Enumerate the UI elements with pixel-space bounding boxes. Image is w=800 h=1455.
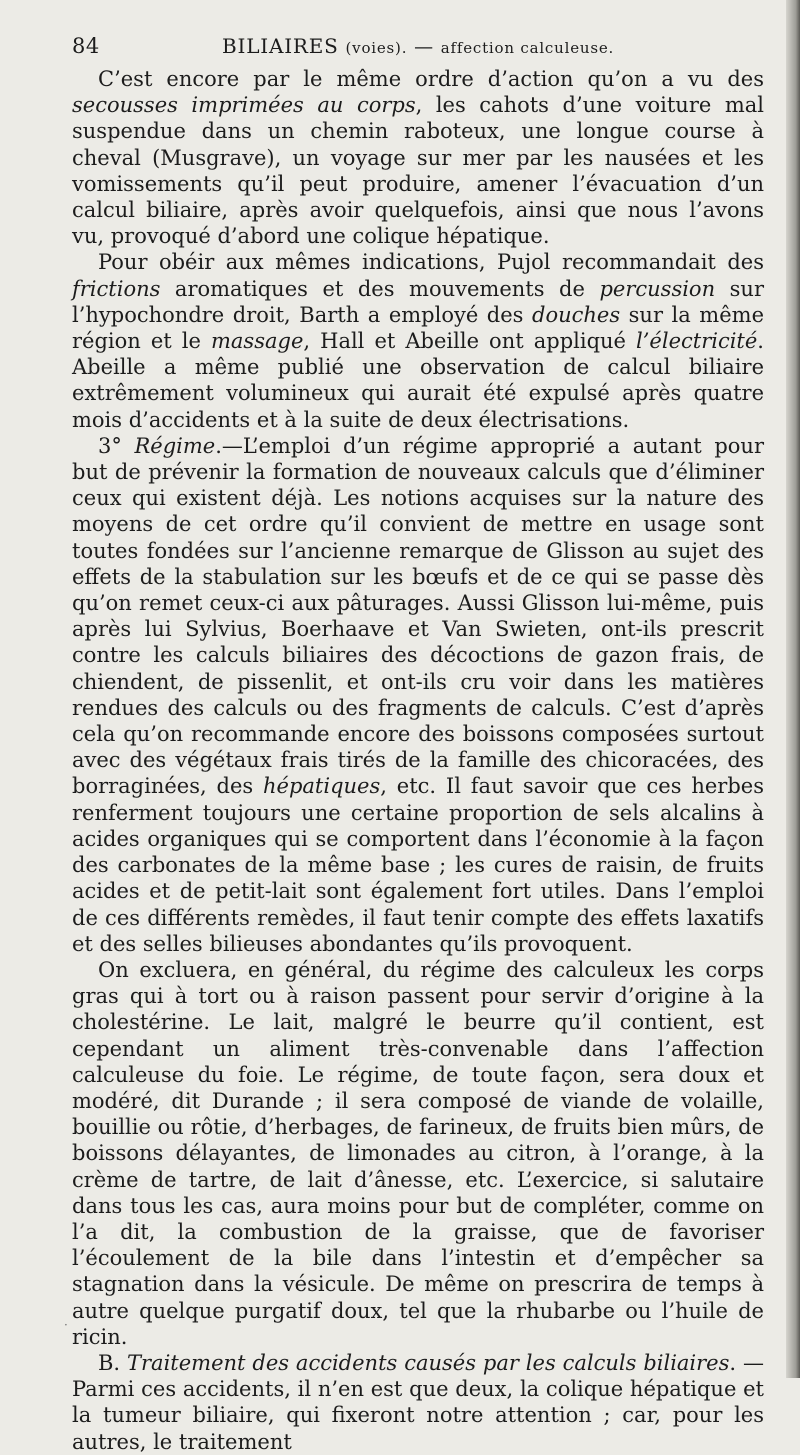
running-head-section: affection calculeuse. — [440, 39, 615, 57]
running-head-paren: (voies). — [345, 39, 408, 57]
page-number: 84 — [72, 34, 100, 58]
ink-mark: · — [64, 1318, 68, 1332]
book-spine-shadow — [786, 0, 800, 1378]
running-head-dash: — — [414, 36, 434, 58]
paragraph-4: On excluera, en général, du régime des calculeux les corps gras qui à tort ou à raison passent pour servir d’origine à la cholestérine. Le lait, malgré le beurre qu’il contient, est cependant un aliment très-convenable dans l’affection calculeuse du foie. Le régime, de toute façon, sera doux et modéré, dit Durande ; il sera composé de viande de volaille, bouillie ou rôtie, d’herbages, de farineux, de fruits bien mûrs, de boissons délayantes, de limonades au citron, à l’orange, à la crème de tartre, de lait d’ânesse, etc. L’exercice, si salutaire dans tous les cas, aura moins pour but de compléter, comme on l’a dit, la combustion de la graisse, que de favoriser l’écoulement de la bile dans l’intestin et d’empêcher sa stagnation dans la vésicule. De même on prescrira de temps à autre quelque purgatif doux, tel que la rhubarbe ou l’huile de ricin. — [72, 957, 764, 1349]
running-header — [72, 34, 764, 64]
body-text — [72, 66, 764, 1455]
paragraph-3: 3° Régime.—L’emploi d’un régime approprié a autant pour but de prévenir la formation de nouveaux calculs que d’éliminer ceux qui existent déjà. Les notions acquises sur la nature des moyens de cet ordre qu’il convient de mettre en usage sont toutes fondées sur l’ancienne remarque de Glisson au sujet des effets de la stabulation sur les bœufs et de ce qui se passe dès qu’on remet ceux-ci aux pâturages. Aussi Glisson lui-même, puis après lui Sylvius, Boerhaave et Van Swieten, ont-ils prescrit contre les calculs biliaires des décoctions de gazon frais, de chiendent, de pissenlit, et ont-ils cru voir dans les matières rendues des calculs ou des fragments de calculs. C’est d’après cela qu’on recommande encore des boissons composées surtout avec des végétaux frais tirés de la famille des chicoracées, des borraginées, des hépatiques, etc. Il faut savoir que ces herbes renferment toujours une certaine proportion de sels alcalins à acides organiques qui se comportent dans l’économie à la façon des carbonates de la même base ; les cures de raisin, de fruits acides et de petit-lait sont également fort utiles. Dans l’emploi de ces différents remèdes, il faut tenir compte des effets laxatifs et des selles bilieuses abondantes qu’ils provoquent. — [72, 433, 764, 956]
paragraph-2: Pour obéir aux mêmes indications, Pujol recommandait des frictions aromatiques et des mouvements de percussion sur l’hypochondre droit, Barth a employé des douches sur la même région et le massage, Hall et Abeille ont appliqué l’électricité. Abeille a même publié une observation de calcul biliaire extrêmement volumineux qui aurait été expulsé après quatre mois d’accidents et à la suite de deux électrisations. — [72, 250, 764, 432]
running-head — [222, 34, 614, 58]
paragraph-1: C’est encore par le même ordre d’action qu’on a vu des secousses imprimées au corps, les cahots d’une voiture mal suspendue dans un chemin raboteux, une longue course à cheval (Musgrave), un voyage sur mer par les nausées et les vomissements qu’il peut produire, amener l’évacuation d’un calcul biliaire, après avoir quelquefois, ainsi que nous l’avons vu, provoqué d’abord une colique hépatique. — [72, 67, 764, 249]
paragraph-5: B. Traitement des accidents causés par les calculs biliaires. — Parmi ces accidents, il n’en est que deux, la colique hépatique et la tumeur biliaire, qui fixeront notre attention ; car, pour les autres, le traitement — [72, 1350, 764, 1454]
running-head-title: BILIAIRES — [222, 34, 339, 58]
